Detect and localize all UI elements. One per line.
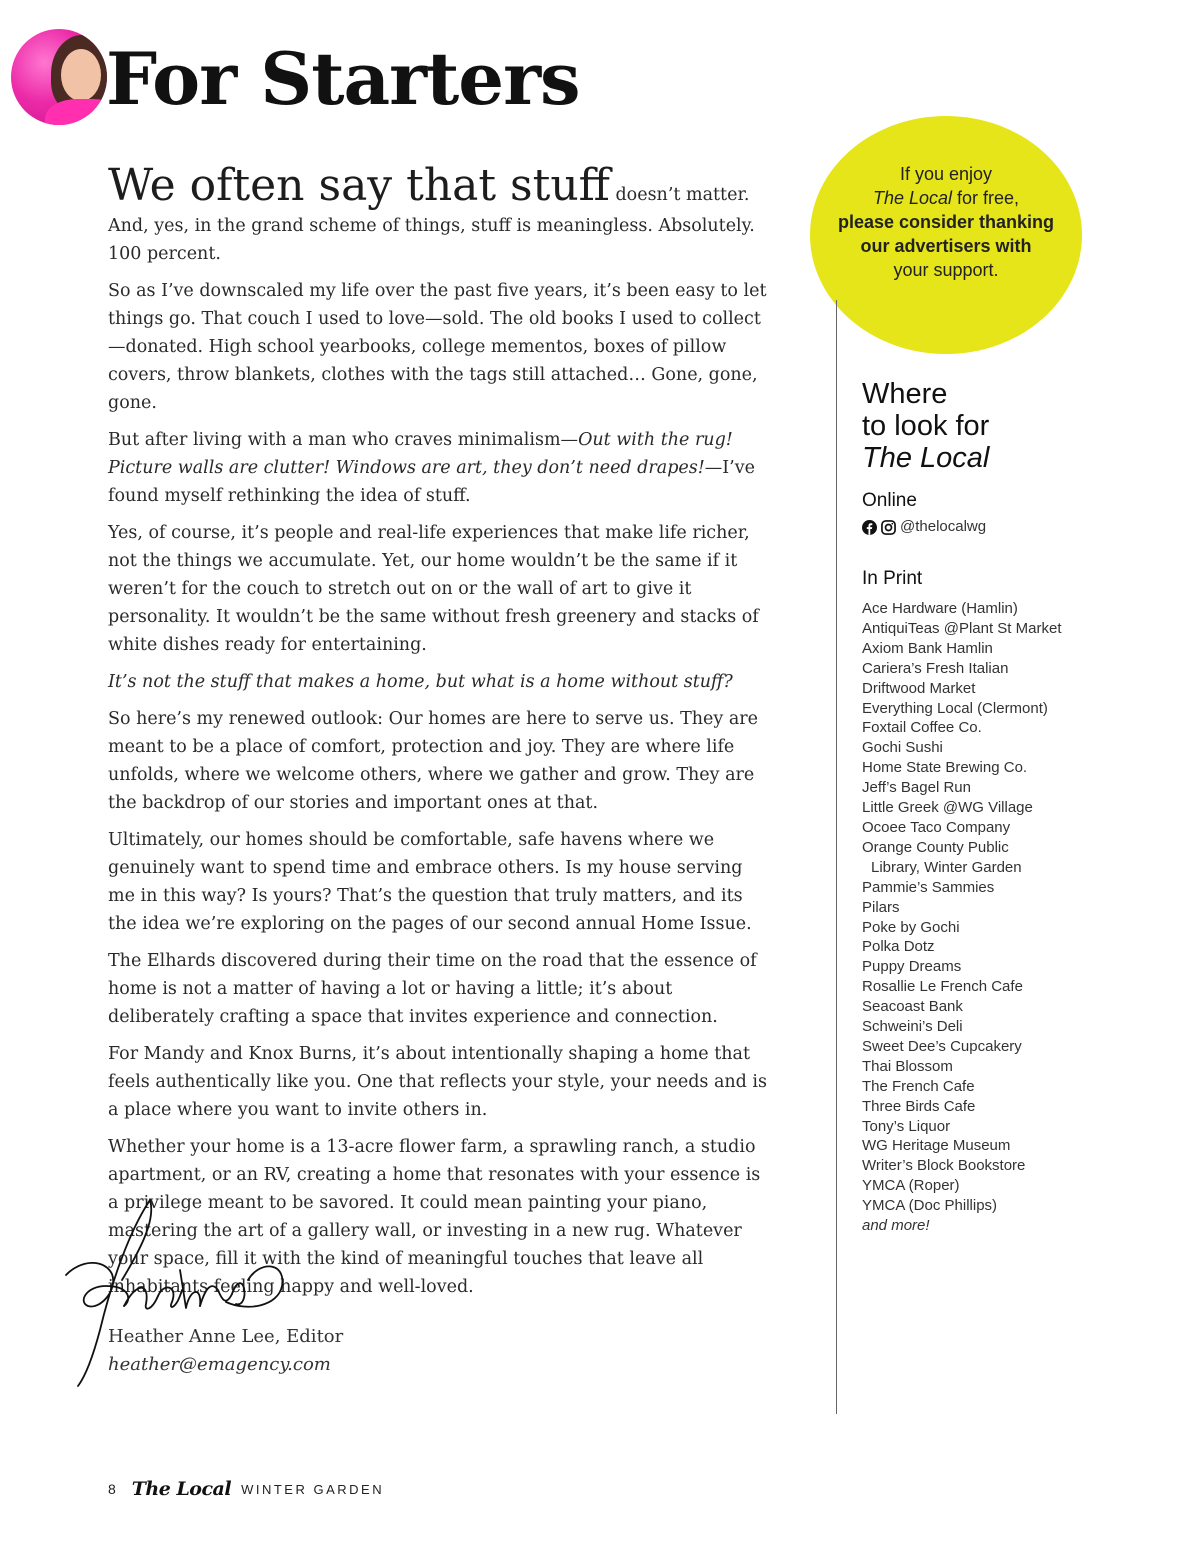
- paragraph-text: But after living with a man who craves minimalism—: [108, 430, 579, 450]
- social-row: [862, 517, 1182, 537]
- heading-line: The Local: [862, 442, 990, 474]
- paragraph-closing: Whether your home is a 13-acre flower farm, a sprawling ranch, a studio apartment, or an RV, creating a home that resonates with your essence is a privilege meant to be savored. It could mean painting your piano, mastering the art of a gallery wall, or investing in a new rug. Whatever your space, fill it with the kind of meaningful touches that leave all inhabitants feeling happy and well-loved.: [108, 1137, 761, 1297]
- list-item: Driftwood Market: [862, 679, 976, 697]
- list-item: Puppy Dreams: [862, 958, 962, 976]
- list-item: Everything Local (Clermont): [862, 699, 1048, 717]
- avatar-shirt: [45, 99, 107, 125]
- edition-city: WINTER GARDEN: [241, 1481, 385, 1497]
- instagram-icon[interactable]: [881, 520, 896, 535]
- editor-name: Heather Anne Lee, Editor: [108, 1326, 344, 1347]
- more-note: and more!: [862, 1217, 930, 1235]
- list-item: Sweet Dee’s Cupcakery: [862, 1037, 1022, 1055]
- list-item: Library, Winter Garden: [871, 858, 1022, 876]
- question-italic: It’s not the stuff that makes a home, but what is a home without stuff?: [108, 672, 733, 692]
- facebook-icon[interactable]: [862, 520, 877, 535]
- list-item: Ace Hardware (Hamlin): [862, 600, 1018, 617]
- list-item: Cariera’s Fresh Italian: [862, 659, 1009, 677]
- promo-brand: The Local: [872, 188, 953, 208]
- list-item: Pilars: [862, 898, 900, 916]
- social-handle[interactable]: @thelocalwg: [900, 518, 987, 535]
- list-item: The French Cafe: [862, 1077, 975, 1095]
- paragraph-elhards: The Elhards discovered during their time on the road that the essence of home is not a matter of having a lot or having a little; it’s about deliberately crafting a space that invites experience and connection.: [108, 951, 757, 1027]
- list-item: YMCA (Doc Phillips): [862, 1197, 998, 1215]
- lead-drop-text: We often say that stuff: [108, 160, 610, 211]
- list-item: Seacoast Bank: [862, 998, 963, 1016]
- editor-avatar: [11, 29, 107, 125]
- print-label: In Print: [862, 568, 923, 589]
- paragraph-burns: For Mandy and Knox Burns, it’s about intentionally shaping a home that feels authentically like you. One that reflects your style, your needs and is a place where you want to invite others in.: [108, 1044, 768, 1120]
- stockist-list: [862, 599, 1182, 1216]
- list-item: Pammie’s Sammies: [862, 878, 995, 896]
- list-item: Orange County Public: [862, 838, 1009, 856]
- editor-email-link[interactable]: heather@emagency.com: [108, 1354, 331, 1375]
- list-item: Writer’s Block Bookstore: [862, 1157, 1026, 1175]
- list-item: Gochi Sushi: [862, 739, 943, 757]
- online-label: Online: [862, 490, 917, 511]
- list-item: Axiom Bank Hamlin: [862, 639, 993, 657]
- list-item: Schweini’s Deli: [862, 1018, 963, 1036]
- promo-line: our advertisers with: [860, 236, 1032, 256]
- list-item: AntiquiTeas @Plant St Market: [862, 619, 1062, 637]
- paragraph-downscale: So as I’ve downscaled my life over the past five years, it’s been easy to let things go. That couch I used to love—sold. The old books I used to collect—donated. High school yearbooks, college mementos, boxes of pillow covers, throw blankets, clothes with the tags still attached… Gone, gone, gone.: [108, 281, 767, 413]
- list-item: YMCA (Roper): [862, 1177, 960, 1195]
- paragraph-question: [108, 668, 768, 696]
- paragraph-outlook: So here’s my renewed outlook: Our homes are here to serve us. They are meant to be a place of comfort, protection and joy. They are where life unfolds, where we welcome others, where we gather and grow. They are the backdrop of our stories and important ones at that.: [108, 709, 759, 813]
- promo-line: your support.: [893, 260, 999, 280]
- list-item: Three Birds Cafe: [862, 1097, 976, 1115]
- list-item: Poke by Gochi: [862, 918, 960, 936]
- promo-text: for free,: [952, 188, 1020, 208]
- paragraph-minimalism: [108, 426, 768, 510]
- list-item: Rosallie Le French Cafe: [862, 978, 1023, 996]
- promo-circle: [810, 116, 1082, 354]
- page-title: For Starters: [106, 36, 580, 121]
- list-item: Tony’s Liquor: [862, 1117, 951, 1135]
- list-item: Jeff’s Bagel Run: [862, 779, 971, 797]
- paragraph-text: —I’ve found myself rethinking the idea of stuff.: [108, 458, 755, 506]
- list-item: Ocoee Taco Company: [862, 818, 1011, 836]
- avatar-face: [61, 49, 101, 101]
- list-item: WG Heritage Museum: [862, 1137, 1011, 1155]
- list-item: Little Greek @WG Village: [862, 799, 1033, 817]
- promo-line: please consider thanking: [837, 212, 1055, 232]
- distribution-sidebar: [862, 378, 1182, 1236]
- paragraph-people: Yes, of course, it’s people and real-life experiences that make life richer, not the things we accumulate. Yet, our home wouldn’t be the same if it weren’t for the couch to stretch out on or the wall of art to give it personality. It wouldn’t be the same without fresh greenery and stacks of white dishes ready for entertaining.: [108, 523, 759, 655]
- quote-italic: Out with the rug! Picture walls are clutter! Windows are art, they don’t need drapes!: [108, 430, 733, 478]
- list-item: Home State Brewing Co.: [862, 759, 1028, 777]
- sidebar-heading: [862, 378, 1182, 474]
- paragraph-havens: Ultimately, our homes should be comfortable, safe havens where we genuinely want to spend time and embrace others. Is my house serving me in this way? Is yours? That’s the question that truly matters, and its the idea we’re exploring on the pages of our second annual Home Issue.: [108, 830, 752, 934]
- promo-line: If you enjoy: [899, 164, 993, 184]
- page-footer: [108, 1474, 384, 1504]
- column-divider: [836, 300, 837, 1414]
- brand-logo: The Local: [131, 1478, 232, 1500]
- editor-letter: [108, 160, 768, 1310]
- lead-paragraph: [108, 160, 768, 268]
- list-item: Foxtail Coffee Co.: [862, 719, 982, 737]
- page-number: 8: [108, 1481, 116, 1497]
- list-item: Thai Blossom: [862, 1057, 953, 1075]
- heading-line: to look for: [862, 410, 990, 442]
- heading-line: Where: [862, 378, 948, 410]
- promo-line: [810, 186, 1082, 210]
- lead-text: doesn’t matter. And, yes, in the grand scheme of things, stuff is meaningless. Absolutely. 100 percent.: [108, 185, 755, 264]
- list-item: Polka Dotz: [862, 938, 935, 956]
